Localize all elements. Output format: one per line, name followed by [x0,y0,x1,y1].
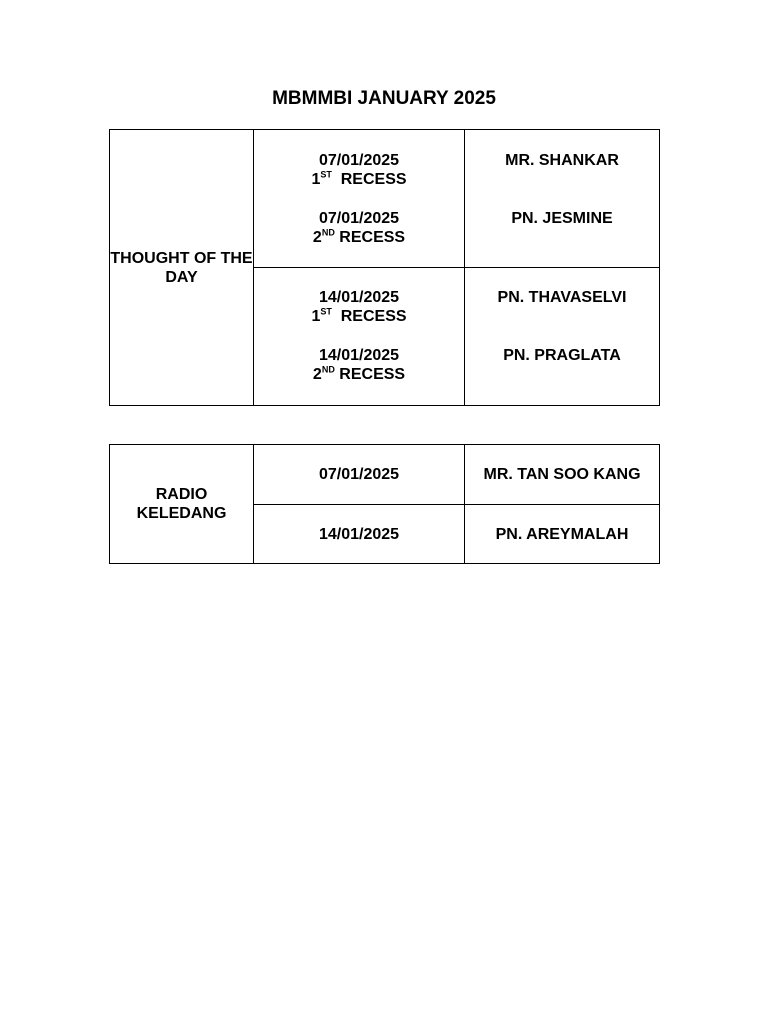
activity-label: RADIO KELEDANG [136,486,227,522]
slot-recess: 1ST RECESS [311,169,407,188]
person-name: PN. THAVASELVI [497,289,627,306]
activity-cell [110,445,254,564]
slot-recess: 1ST RECESS [311,306,407,325]
person-name: MR. TAN SOO KANG [483,466,641,483]
slot-recess: 2ND RECESS [312,364,406,383]
person-name: PN. PRAGLATA [503,347,621,364]
activity-cell [110,130,254,406]
slot-date: 14/01/2025 [318,289,400,306]
date-cell [254,130,465,268]
table-row [110,130,660,268]
table-row [110,445,660,505]
date-cell [254,445,465,505]
slot-recess: 2ND RECESS [312,227,406,246]
date-cell [254,505,465,564]
person-cell [465,445,660,505]
slot-date: 07/01/2025 [318,210,400,227]
thought-of-the-day-table [109,129,660,406]
page-title: MBMMBI JANUARY 2025 [272,88,496,109]
person-name: MR. SHANKAR [505,152,619,169]
person-cell [465,268,660,406]
person-cell [465,130,660,268]
slot-date: 07/01/2025 [318,152,400,169]
slot-date: 07/01/2025 [318,466,400,483]
radio-keledang-table [109,444,660,564]
date-cell [254,268,465,406]
person-name: PN. JESMINE [511,210,613,227]
person-cell [465,505,660,564]
person-name: PN. AREYMALAH [495,525,629,543]
slot-date: 14/01/2025 [318,525,400,543]
slot-date: 14/01/2025 [318,347,400,364]
activity-label: THOUGHT OF THE DAY [110,249,253,286]
